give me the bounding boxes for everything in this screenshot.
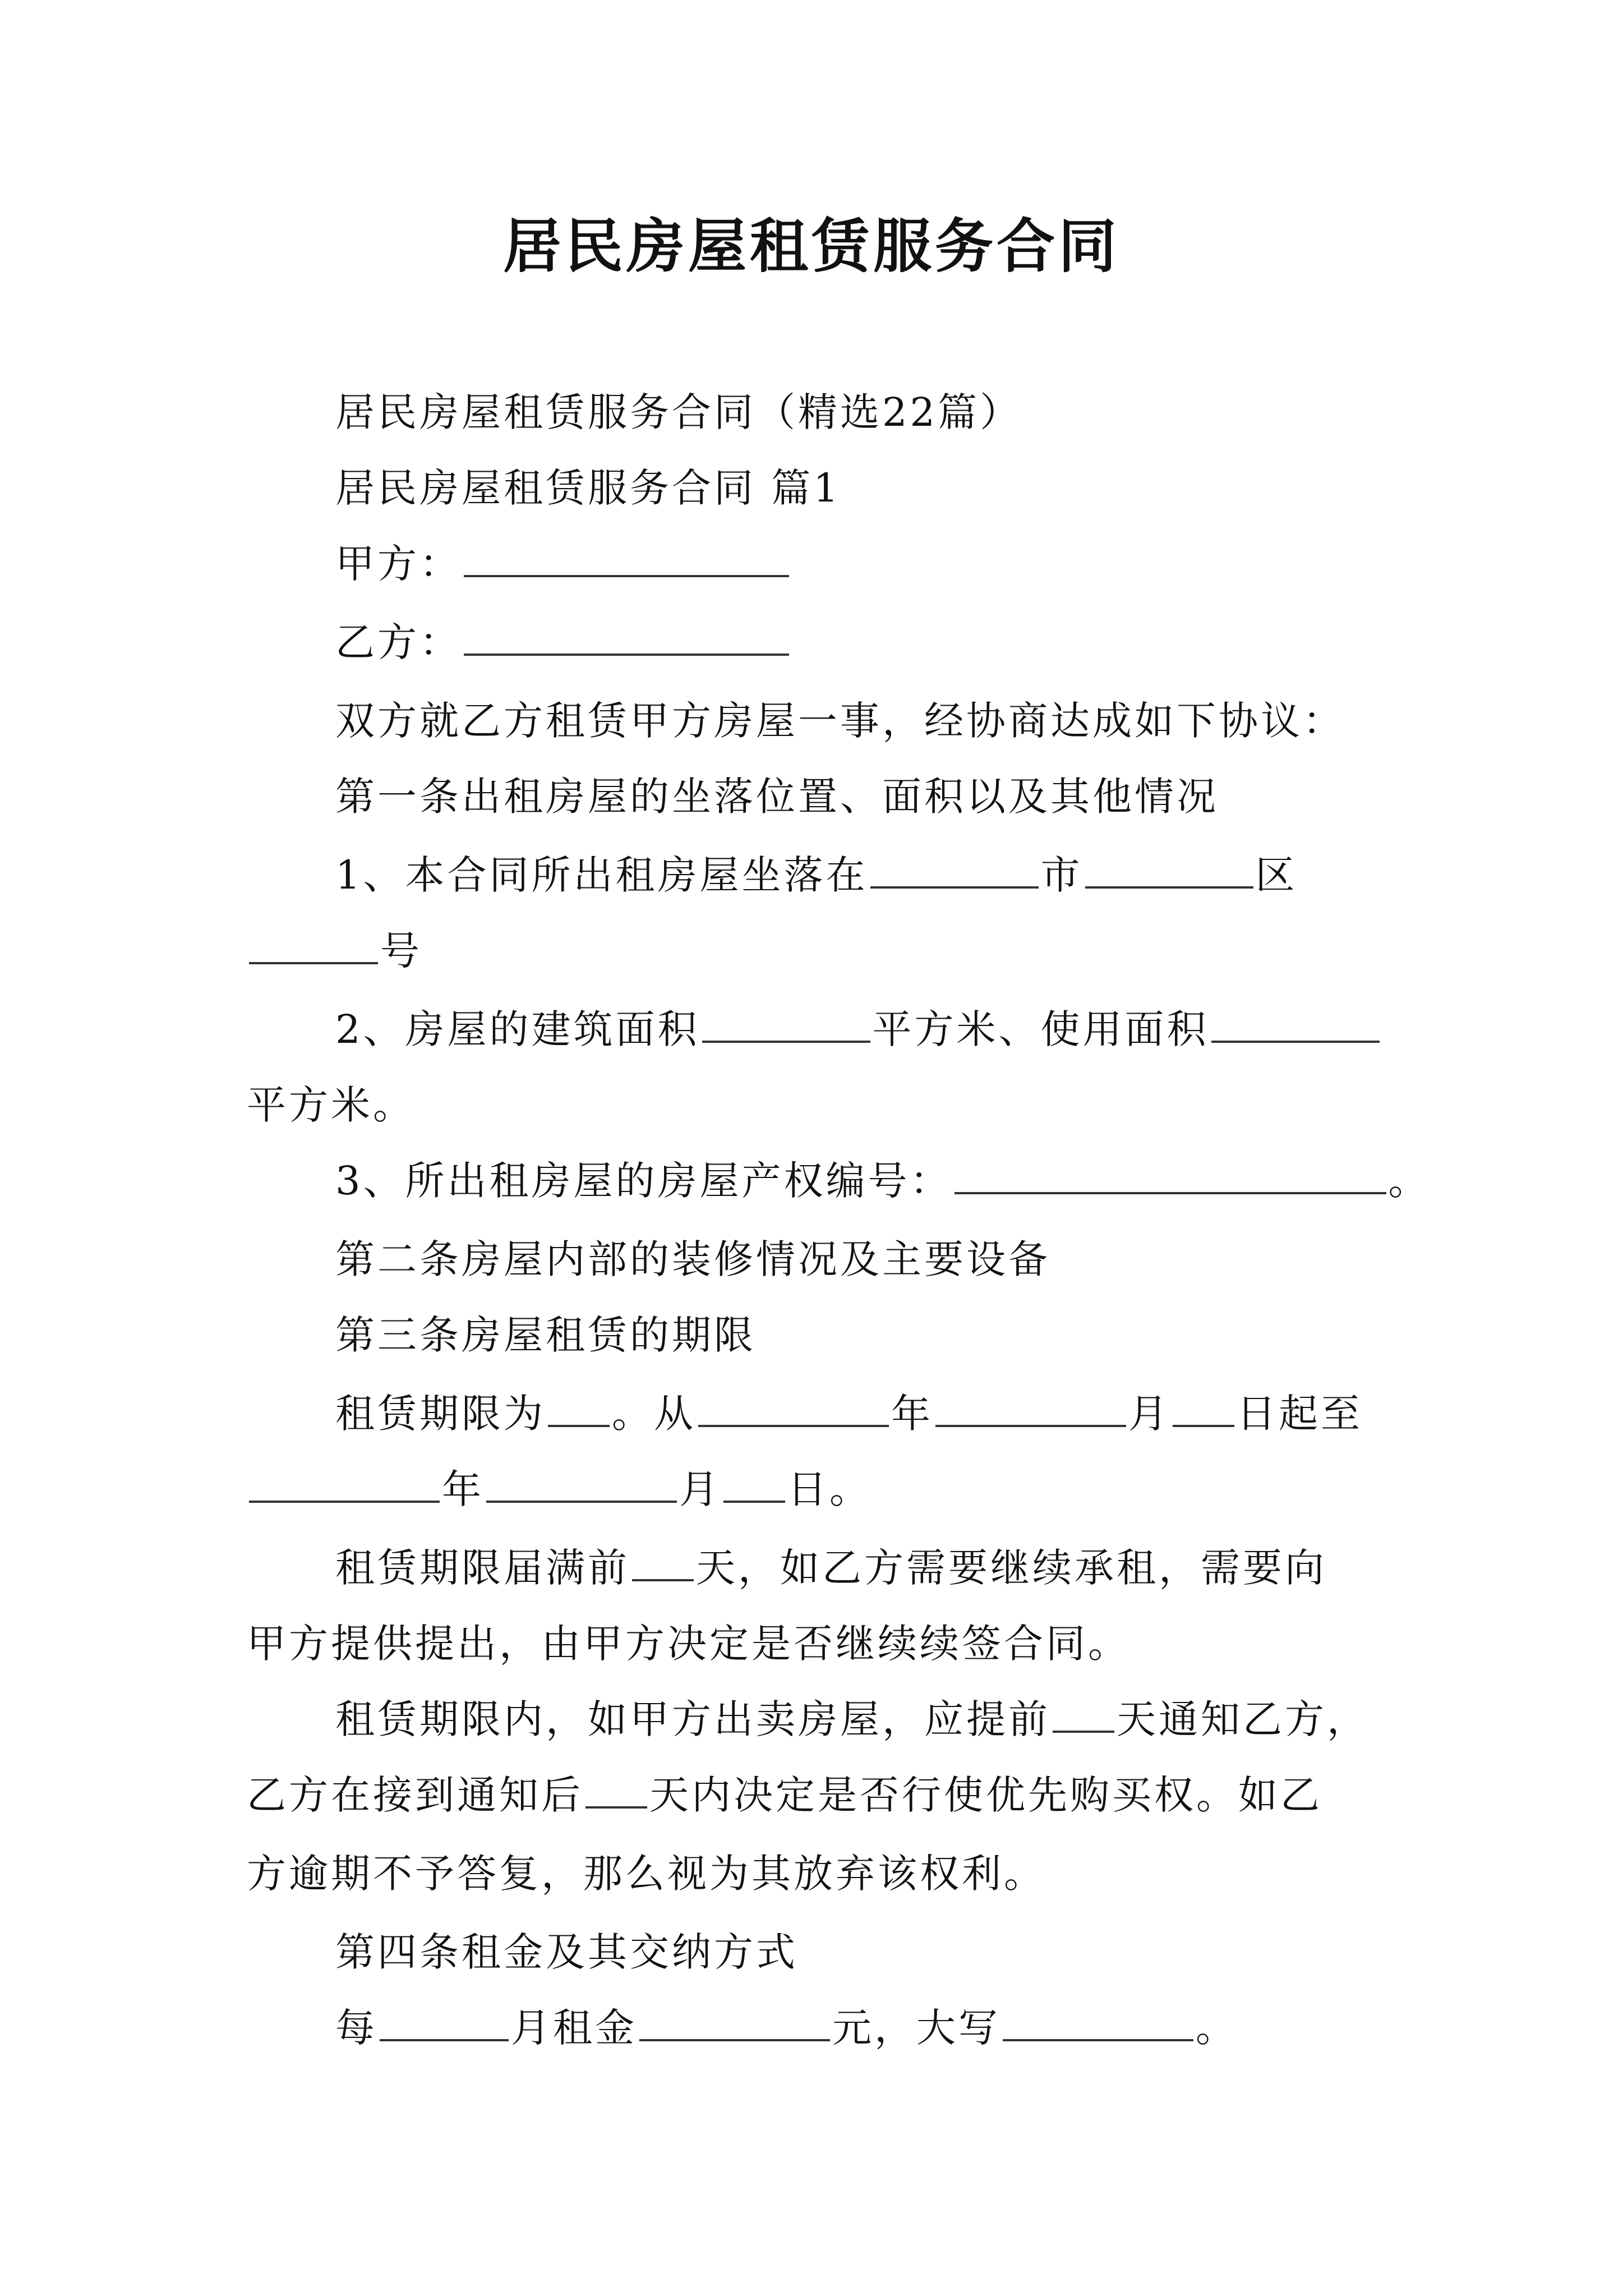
area-blank (702, 1001, 870, 1043)
clause-line (335, 2000, 1238, 2056)
clause-text: 市 (1040, 852, 1083, 898)
clause-line (247, 1461, 872, 1517)
article-heading-text: 第三条房屋租赁的期限 (335, 1312, 756, 1358)
clause-text: 平方米。 (247, 1082, 415, 1128)
article-heading (335, 1924, 798, 1980)
subtitle-text: 居民房屋租赁服务合同（精选22篇） (335, 389, 1022, 435)
clause-text: 月租金 (511, 2005, 637, 2051)
months-blank (380, 2000, 509, 2041)
clause-line (335, 1153, 1431, 1209)
article-heading-text: 第二条房屋内部的装修情况及主要设备 (335, 1236, 1050, 1282)
section-heading (335, 460, 841, 516)
clause-line (247, 1767, 1322, 1823)
clause-text: 租赁期限内，如甲方出卖房屋，应提前 (335, 1696, 1050, 1742)
document-title: 居民房屋租赁服务合同 (502, 211, 1120, 280)
rent-amount-blank (639, 2000, 830, 2041)
clause-text: 天通知乙方， (1117, 1696, 1369, 1742)
clause-line (247, 1616, 1130, 1672)
clause-text: 。 (1388, 1158, 1431, 1204)
article-heading (335, 1307, 756, 1363)
certificate-number-blank (955, 1153, 1386, 1194)
clause-text: 元，大写 (832, 2005, 1000, 2051)
number-blank (249, 923, 378, 964)
clause-text: 天内决定是否行使优先购买权。如乙 (649, 1772, 1322, 1818)
clause-text: 日起至 (1237, 1391, 1363, 1437)
clause-text: 2、房屋的建筑面积 (335, 1006, 700, 1052)
days-blank (585, 1767, 647, 1809)
paragraph-text: 双方就乙方租赁甲方房屋一事，经协商达成如下协议： (335, 698, 1345, 744)
clause-line (335, 1001, 1382, 1057)
clause-line (335, 1540, 1327, 1596)
day-blank (1173, 1386, 1234, 1427)
clause-line (247, 1077, 415, 1133)
clause-text: 年 (891, 1391, 933, 1437)
party-a-label: 甲方： (335, 541, 462, 587)
clause-text: 每 (335, 2005, 377, 2051)
party-a-line (335, 536, 791, 592)
clause-line (247, 923, 422, 979)
term-blank (548, 1386, 610, 1427)
clause-text: 年 (442, 1466, 484, 1512)
party-b-line (335, 614, 791, 670)
article-heading-text: 第四条租金及其交纳方式 (335, 1929, 798, 1975)
clause-text: 月 (1128, 1391, 1170, 1437)
party-b-label: 乙方： (335, 619, 462, 665)
clause-line (335, 1691, 1369, 1747)
month-blank (935, 1386, 1126, 1427)
clause-text: 3、所出租房屋的房屋产权编号： (335, 1158, 952, 1204)
clause-text: 平方米、使用面积 (872, 1006, 1209, 1052)
clause-line (335, 847, 1298, 903)
clause-text: 号 (380, 928, 422, 974)
clause-text: 租赁期限为 (335, 1391, 546, 1437)
clause-line (335, 1386, 1363, 1442)
days-blank (632, 1540, 694, 1581)
year-blank (249, 1461, 440, 1503)
clause-text: 月 (679, 1466, 721, 1512)
section-heading-text: 居民房屋租赁服务合同 篇1 (335, 465, 841, 511)
paragraph-line (335, 693, 1345, 749)
clause-text: 天，如乙方需要继续承租，需要向 (696, 1545, 1327, 1591)
article-heading (335, 769, 1219, 825)
party-b-blank (464, 614, 789, 656)
clause-text: 租赁期限届满前 (335, 1545, 630, 1591)
day-blank (723, 1461, 785, 1503)
article-heading-text: 第一条出租房屋的坐落位置、面积以及其他情况 (335, 774, 1219, 820)
party-a-blank (464, 536, 789, 577)
clause-text: 乙方在接到通知后 (247, 1772, 583, 1818)
rent-uppercase-blank (1003, 2000, 1193, 2041)
area-blank (1211, 1001, 1380, 1043)
clause-text: 方逾期不予答复，那么视为其放弃该权利。 (247, 1851, 1046, 1897)
city-blank (870, 847, 1039, 889)
clause-text: 。从 (612, 1391, 696, 1437)
clause-text: 1、本合同所出租房屋坐落在 (335, 852, 868, 898)
month-blank (486, 1461, 677, 1503)
year-blank (698, 1386, 889, 1427)
clause-text: 甲方提供提出，由甲方决定是否继续续签合同。 (247, 1621, 1130, 1667)
article-heading (335, 1231, 1050, 1287)
clause-text: 日。 (787, 1466, 872, 1512)
clause-text: 。 (1196, 2005, 1238, 2051)
clause-text: 区 (1255, 852, 1298, 898)
subtitle-line (335, 384, 1022, 440)
district-blank (1085, 847, 1253, 889)
days-blank (1053, 1691, 1114, 1733)
clause-line (247, 1846, 1046, 1902)
